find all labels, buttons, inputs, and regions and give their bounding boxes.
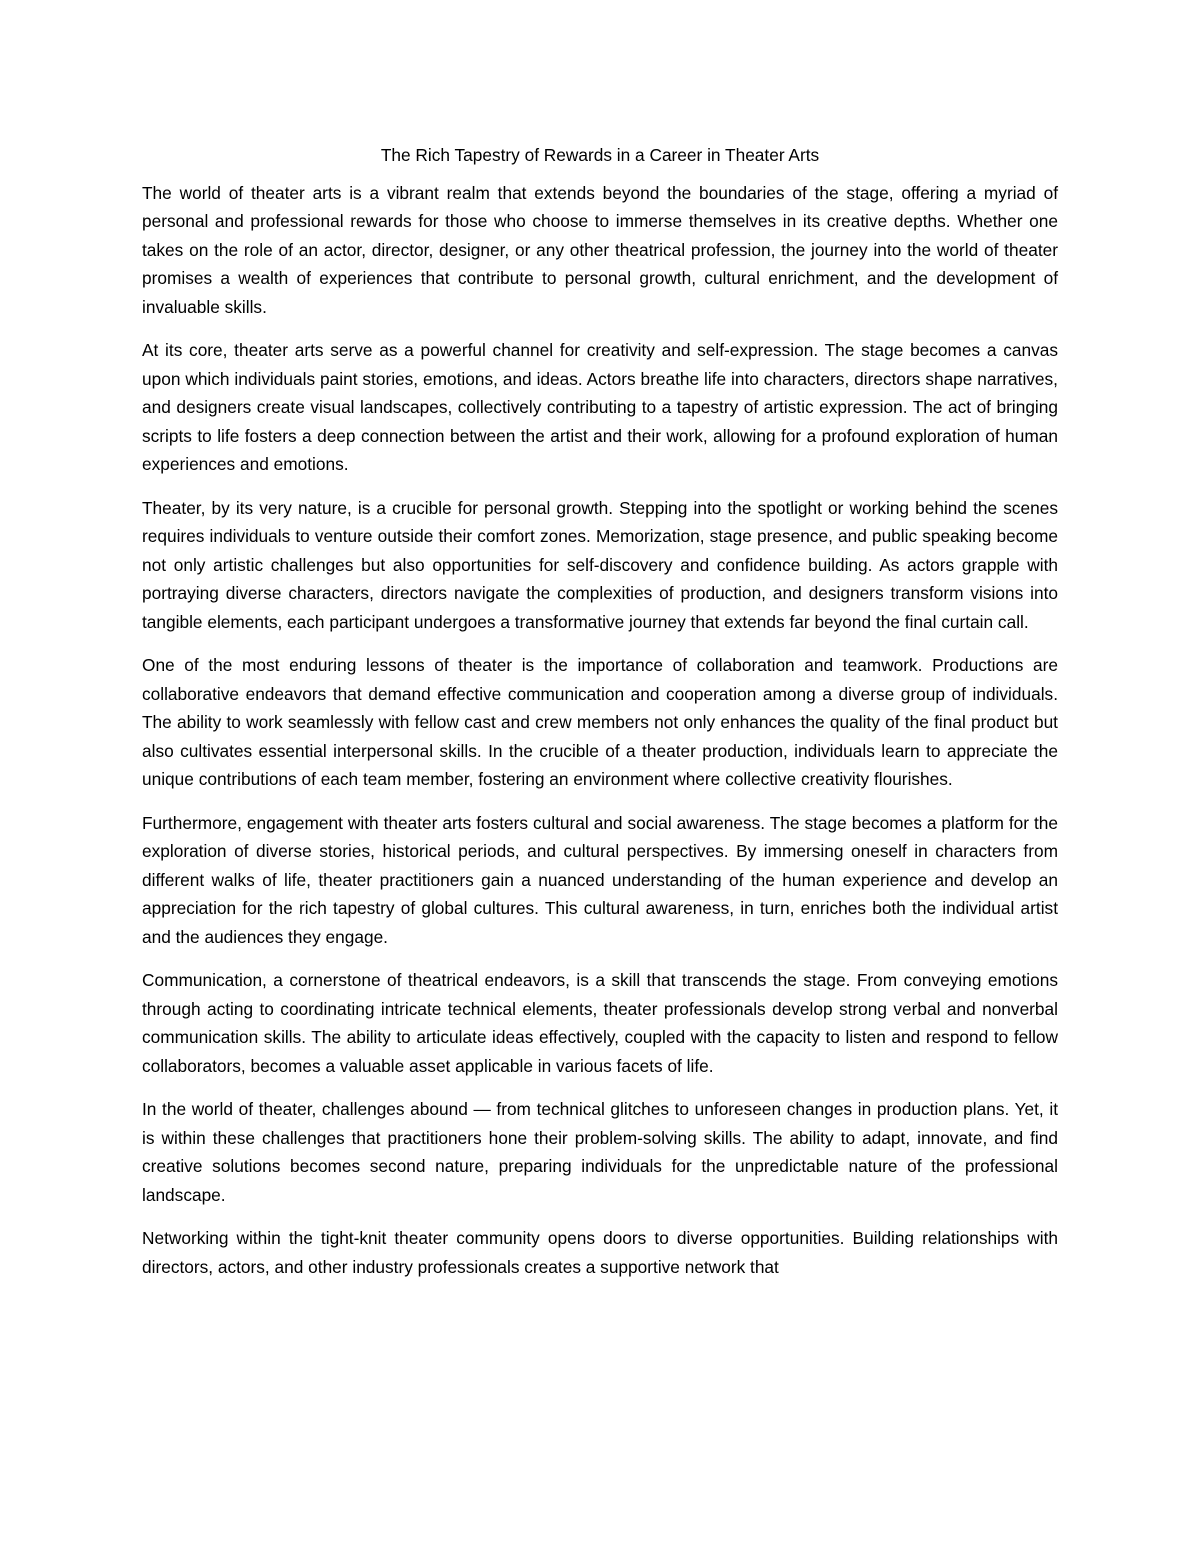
document-title: The Rich Tapestry of Rewards in a Career in Theater Arts: [380, 145, 820, 165]
paragraph-1: The world of theater arts is a vibrant realm that extends beyond the boundaries of the stage, offering a myriad of personal and professional rewards for those who choose to immerse themselves in its creative depths. Whether one takes on the role of an actor, director, designer, or any other theatrical profession, the journey into the world of theater promises a wealth of experiences that contribute to personal growth, cultural enrichment, and the development of invaluable skills.: [142, 182, 1058, 317]
paragraph-4: One of the most enduring lessons of theater is the importance of collaboration and teamwork. Productions are collaborative endeavors that demand effective communication and cooperation among a diverse group of individuals. The ability to work seamlessly with fellow cast and crew members not only enhances the quality of the final product but also cultivates essential interpersonal skills. In the crucible of a theater production, individuals learn to appreciate the unique contributions of each team member, fostering an environment where collective creativity flourishes.: [142, 655, 1058, 789]
paragraph-6: Communication, a cornerstone of theatrical endeavors, is a skill that transcends the stage. From conveying emotions through acting to coordinating intricate technical elements, theater professionals develop strong verbal and nonverbal communication skills. The ability to articulate ideas effectively, coupled with the capacity to listen and respond to fellow collaborators, becomes a valuable asset applicable in various facets of life.: [142, 970, 1058, 1076]
paragraph-2: At its core, theater arts serve as a powerful channel for creativity and self-expression. The stage becomes a canvas upon which individuals paint stories, emotions, and ideas. Actors breathe life into characters, directors shape narratives, and designers create visual landscapes, collectively contributing to a tapestry of artistic expression. The act of bringing scripts to life fosters a deep connection between the artist and their work, allowing for a profound exploration of human experiences and emotions.: [142, 340, 1058, 474]
paragraph-8: Networking within the tight-knit theater community opens doors to diverse opportunities. Building relationships with directors, actors, and other industry professionals creates a supportive network that: [142, 1228, 1058, 1277]
paragraph-5: Furthermore, engagement with theater arts fosters cultural and social awareness. The stage becomes a platform for the exploration of diverse stories, historical periods, and cultural perspectives. By immersing oneself in characters from different walks of life, theater practitioners gain a nuanced understanding of the human experience and develop an appreciation for the rich tapestry of global cultures. This cultural awareness, in turn, enriches both the individual artist and the audiences they engage.: [142, 812, 1058, 947]
paragraph-3: Theater, by its very nature, is a crucible for personal growth. Stepping into the spotlight or working behind the scenes requires individuals to venture outside their comfort zones. Memorization, stage presence, and public speaking become not only artistic challenges but also opportunities for self-discovery and confidence building. As actors grapple with portraying diverse characters, directors navigate the complexities of production, and designers transform visions into tangible elements, each participant undergoes a transformative journey that extends far beyond the final curtain call.: [142, 497, 1058, 632]
document-body: [142, 141, 1058, 1281]
paragraph-7: In the world of theater, challenges abound — from technical glitches to unforeseen changes in production plans. Yet, it is within these challenges that practitioners hone their problem-solving skills. The ability to adapt, innovate, and find creative solutions becomes second nature, preparing individuals for the unpredictable nature of the professional landscape.: [142, 1099, 1058, 1205]
